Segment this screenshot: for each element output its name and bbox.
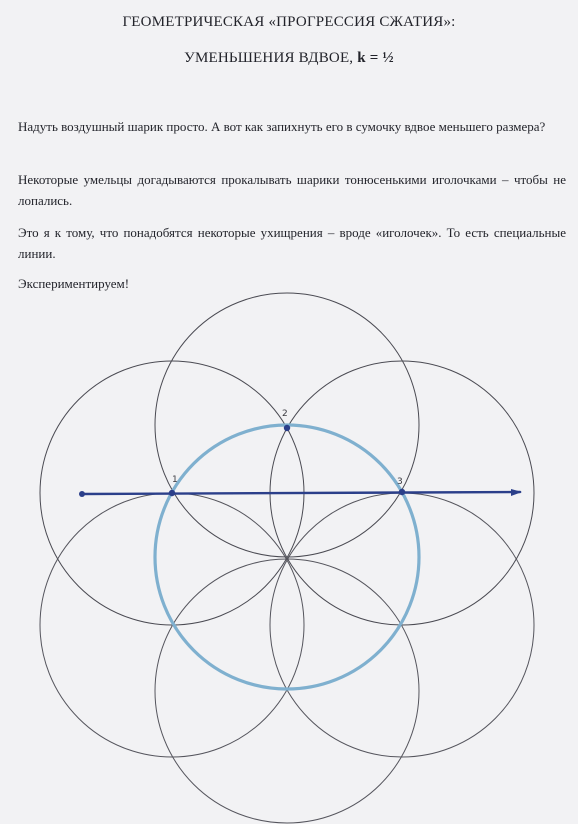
paragraph-4: Экспериментируем! (18, 276, 130, 291)
point-label-1: 1 (172, 475, 178, 485)
title-line-2-text: УМЕНЬШЕНИЯ ВДВОЕ, (184, 50, 358, 66)
line-end-arrow-right (511, 489, 522, 496)
line-end-dot-left (79, 491, 85, 497)
point-label-3: 3 (397, 477, 403, 487)
paragraph-3: Это я к тому, что понадобятся некоторые ухищрения – вроде «иголочек». То есть специальные линии. (18, 225, 566, 261)
point-2-marker (284, 425, 290, 431)
paragraph-2: Некоторые умельцы догадываются прокалывать шарики тонюсенькими иголочками – чтобы не лопались. (18, 172, 566, 208)
point-label-2: 2 (282, 409, 288, 419)
paragraph-1: Надуть воздушный шарик просто. А вот как запихнуть его в сумочку вдвое меньшего размера? (18, 119, 546, 134)
pencil-circles (40, 293, 534, 823)
point-3-marker (399, 489, 405, 495)
title-line-1: ГЕОМЕТРИЧЕСКАЯ «ПРОГРЕССИЯ СЖАТИЯ»: (122, 14, 456, 30)
point-1-marker (169, 490, 175, 496)
pencil-circle-bottom (155, 559, 419, 823)
title-coefficient: k = ½ (357, 50, 394, 66)
horizontal-line (82, 492, 520, 494)
